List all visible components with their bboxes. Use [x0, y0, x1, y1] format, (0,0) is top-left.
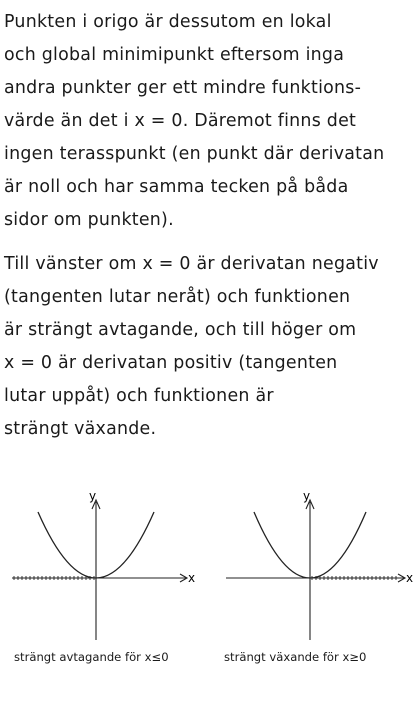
parabola-figure-increasing [218, 484, 416, 646]
text-line: är strängt avtagande, och till höger om [4, 320, 357, 340]
paragraph-monotonicity [4, 248, 418, 446]
text-line: lutar uppåt) och funktionen är [4, 386, 274, 406]
paragraph-minimum-point [4, 6, 418, 237]
text-line: och global minimipunkt eftersom inga [4, 45, 345, 65]
text-line: x = 0 är derivatan positiv (tangenten [4, 353, 338, 373]
y-axis-label: y [89, 489, 97, 503]
x-axis-label: x [406, 571, 414, 585]
parabola-figure-decreasing [8, 484, 198, 646]
text-line: ingen terasspunkt (en punkt där derivatan [4, 144, 385, 164]
figure-caption-decreasing: strängt avtagande för x≤0 [14, 650, 169, 664]
text-line: Till vänster om x = 0 är derivatan negativ [4, 254, 379, 274]
y-axis-label: y [303, 489, 311, 503]
text-line: andra punkter ger ett mindre funktions- [4, 78, 362, 98]
x-axis-label: x [188, 571, 196, 585]
text-line: (tangenten lutar neråt) och funktionen [4, 287, 351, 307]
text-line: strängt växande. [4, 419, 157, 439]
text-line: Punkten i origo är dessutom en lokal [4, 12, 332, 32]
text-line: värde än det i x = 0. Däremot finns det [4, 111, 357, 131]
text-line: är noll och har samma tecken på båda [4, 177, 349, 197]
text-line: sidor om punkten). [4, 210, 174, 230]
figure-caption-increasing: strängt växande för x≥0 [224, 650, 367, 664]
